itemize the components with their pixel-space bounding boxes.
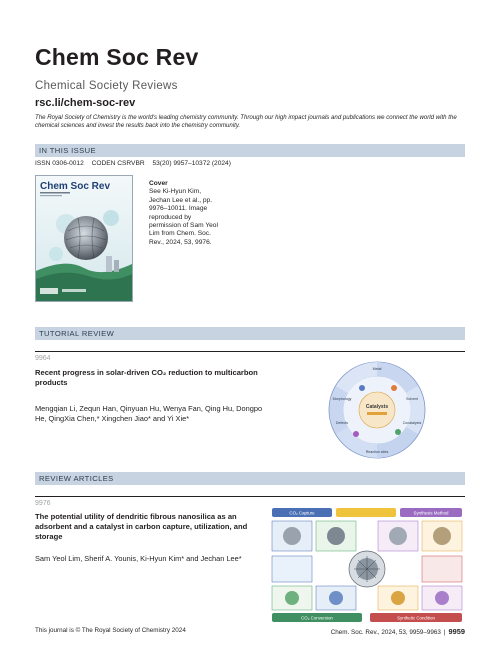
wheel-label-5: Morphology: [332, 397, 352, 401]
ccus-diagram-graphic: [270, 506, 465, 624]
nanosphere-graphic: [64, 216, 108, 260]
footer-page-number: 9959: [448, 627, 465, 636]
cover-caption: [149, 180, 219, 247]
tutorial-page-number[interactable]: 9964: [35, 355, 51, 362]
review-article-authors: Sam Yeol Lim, Sherif A. Younis, Ki-Hyun Kim* and Jechan Lee*: [35, 554, 242, 563]
issue-meta: [35, 160, 237, 167]
divider: [35, 351, 465, 352]
wheel-center-label: Catalysts: [365, 404, 389, 410]
diagram-label-conversion: CO₂ Conversion: [301, 615, 333, 621]
journal-title: Chem Soc Rev: [35, 44, 199, 70]
diagram-label-synthesis: Synthesis Method: [413, 510, 449, 516]
footer-citation: [250, 627, 465, 636]
review-page-number[interactable]: 9976: [35, 500, 51, 507]
wheel-label-3: Reaction sites: [365, 450, 389, 454]
cover-illustration: [36, 176, 132, 301]
wheel-label-2: Cocatalysts: [402, 421, 422, 425]
journal-subtitle: Chemical Society Reviews: [35, 80, 178, 92]
issn-text: ISSN 0306-0012: [35, 160, 84, 167]
section-bar-tutorial-review: TUTORIAL REVIEW: [35, 327, 465, 340]
section-bar-in-this-issue: IN THIS ISSUE: [35, 144, 465, 157]
tutorial-article-authors: Mengqian Li, Zequn Han, Qinyuan Hu, Wenya Fan, Qing Hu, Dongpo He, QingXia Chen,* Xingchen Jiao* and Yi Xie*: [35, 404, 263, 423]
wheel-label-4: Defects: [335, 421, 349, 425]
cover-description: See Ki-Hyun Kim, Jechan Lee et al., pp. 9976–10011. Image reproduced by permission of Sam Yeol Lim from Chem. Soc. Rev., 2024, 53, 9976.: [149, 188, 218, 246]
footer-journal-citation: Chem. Soc. Rev., 2024, 53, 9959–9963: [330, 629, 441, 636]
coden-text: CODEN CSRVBR: [91, 160, 145, 167]
journal-description: The Royal Society of Chemistry is the world's leading chemistry community. Through our high impact journals and publications we connect the world with the chemical sciences and invest the results back into the chemistry community.: [35, 114, 457, 130]
cover-label: Cover: [149, 180, 168, 187]
review-graphical-abstract[interactable]: [270, 506, 465, 624]
diagram-label-capture: CO₂ Capture: [289, 510, 315, 516]
wheel-label-0: Metal: [372, 367, 382, 371]
footer-separator: |: [443, 629, 446, 636]
cover-image[interactable]: [35, 175, 133, 302]
diagram-label-condition: Synthetic Condition: [397, 615, 435, 621]
catalyst-wheel-graphic: [312, 360, 442, 460]
journal-url[interactable]: rsc.li/chem-soc-rev: [35, 97, 136, 109]
review-article-title[interactable]: The potential utility of dendritic fibrous nanosilica as an adsorbent and a catalyst in carbon capture, utilization, and storage: [35, 512, 248, 541]
footer-copyright: This journal is © The Royal Society of Chemistry 2024: [35, 627, 186, 634]
volume-text: 53(20) 9957–10372 (2024): [152, 160, 231, 167]
tutorial-graphical-abstract[interactable]: [312, 360, 442, 460]
wheel-label-1: Solvent: [406, 397, 418, 401]
tutorial-article-title[interactable]: Recent progress in solar-driven CO₂ reduction to multicarbon products: [35, 368, 258, 387]
divider: [35, 496, 465, 497]
section-bar-review-articles: REVIEW ARTICLES: [35, 472, 465, 485]
cover-thumb-title: Chem Soc Rev: [40, 181, 111, 192]
